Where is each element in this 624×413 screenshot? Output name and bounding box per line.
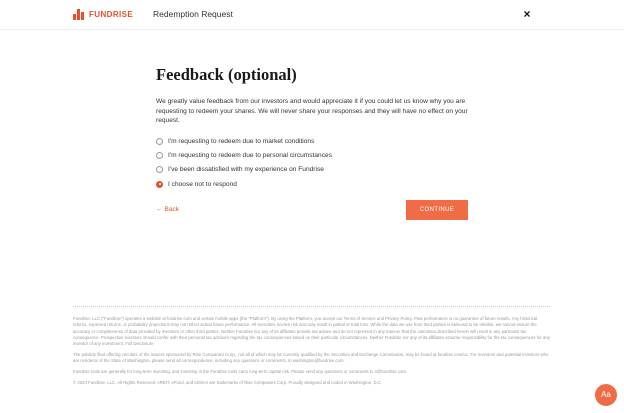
reason-options xyxy=(156,134,468,191)
radio-button[interactable] xyxy=(156,138,163,145)
font-size-button[interactable]: Aa xyxy=(595,384,617,406)
fundrise-logo[interactable] xyxy=(73,9,133,20)
option-label: I'm requesting to redeem due to personal circumstances xyxy=(168,151,332,159)
radio-button[interactable] xyxy=(156,152,163,159)
building-logo-icon xyxy=(73,9,86,20)
option-dissatisfied[interactable] xyxy=(156,163,468,177)
brand-name: FUNDRISE xyxy=(89,10,134,19)
disclosure-paragraph: Fundrise, LLC ("Fundrise") operates a website at fundrise.com and certain mobile apps (the "Platform"). By using the Platform, you accept our Terms of Service and Privacy Policy. Past performance is no guarantee of future results. Any historical returns, expected returns, or probability projections may not reflect actual future performance. All securities involve risk and may result in partial or total loss. While the data we use from third parties is believed to be reliable, we cannot ensure the accuracy or completeness of data provided by investors or other third parties. Neither Fundrise nor any of its affiliates provide tax advice and do not represent in any manner that the outcomes described herein will result in any particular tax consequence. Prospective investors should confer with their personal tax advisors regarding the tax consequences based on their particular circumstances. Neither Fundrise nor any of its affiliates assume responsibility for the tax consequences for any investor of any investment. Full Disclosure xyxy=(73,316,550,347)
footer-disclosures xyxy=(73,316,550,391)
disclosure-paragraph: Fundrise tools are generally for long-term investing, and investing in the Fundrise tools carry long-term capital risk. Please send any questions or comments to ir@fundrise.com. xyxy=(73,369,408,375)
footer-divider xyxy=(73,306,550,307)
option-label: I choose not to respond xyxy=(168,180,237,188)
copyright-text: © 2024 Fundrise, LLC. All Rights Reserved. eREIT, eFund, and eDirect are trademarks of Rise Companies Corp. Proudly designed and coded in Washington, D.C. xyxy=(73,379,383,385)
radio-button[interactable] xyxy=(156,166,163,173)
top-bar xyxy=(0,0,624,30)
intro-text: We greatly value feedback from our investors and would appreciate it if you could let us know why you are requesting to redeem your shares. We will never share your responses and they will have no effect on your request. xyxy=(156,98,468,125)
back-link[interactable]: ← Back xyxy=(156,206,180,213)
continue-button[interactable]: CONTINUE xyxy=(406,200,468,220)
option-no-response[interactable] xyxy=(156,177,468,191)
disclosure-paragraph: The publicly filed offering circulars of the issuers sponsored by Rise Companies Corp., not all of which may be currently qualified by the Securities and Exchange Commission, may be found at fundrise.com/oc. For investors and potential investors who are residents of the State of Washington, please send all correspondence, including any questions or comments, to washington@fundrise.com. xyxy=(73,351,549,364)
page-title: Redemption Request xyxy=(153,9,233,19)
option-personal-circumstances[interactable] xyxy=(156,148,468,162)
radio-button-selected[interactable] xyxy=(156,181,163,188)
close-icon[interactable]: × xyxy=(523,7,531,21)
option-label: I'm requesting to redeem due to market conditions xyxy=(168,137,315,145)
option-label: I've been dissatisfied with my experience on Fundrise xyxy=(168,166,324,174)
option-market-conditions[interactable] xyxy=(156,134,468,148)
feedback-heading: Feedback (optional) xyxy=(156,65,297,84)
